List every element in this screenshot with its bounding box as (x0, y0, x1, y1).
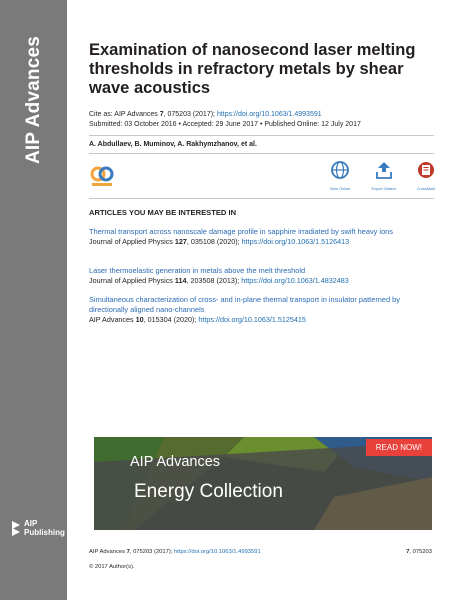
citation-line: Cite as: AIP Advances 7, 075203 (2017); https://doi.org/10.1063/1.4993591 (89, 111, 322, 118)
related-article-doi-link[interactable]: https://doi.org/10.1063/1.5125415 (198, 315, 306, 324)
journal-sidebar (0, 0, 67, 600)
related-article (89, 295, 434, 325)
read-now-button[interactable]: READ NOW! (366, 439, 432, 456)
related-article-title[interactable]: Laser thermoelastic generation in metals above the melt threshold (89, 266, 306, 275)
crossmark-label: CrossMark (416, 187, 436, 191)
copyright-notice: © 2017 Author(s). (89, 564, 135, 570)
article-title: Examination of nanosecond laser melting thresholds in refractory metals by shear wave acoustics (89, 41, 416, 97)
crossmark-badge-icon (89, 165, 115, 189)
article-authors[interactable]: A. Abdullaev, B. Muminov, A. Rakhymzhanov, et al. (89, 141, 257, 148)
divider (89, 135, 434, 136)
view-online-button[interactable] (325, 160, 355, 191)
publication-dates: Submitted: 03 October 2016 • Accepted: 29 June 2017 • Published Online: 12 July 2017 (89, 121, 361, 128)
crossmark-button[interactable] (411, 160, 441, 191)
export-icon (374, 160, 394, 180)
aip-publishing-logo[interactable] (10, 519, 65, 541)
crossmark-badge[interactable] (89, 165, 115, 189)
aip-logo-icon (10, 519, 22, 537)
globe-icon (330, 160, 350, 180)
related-article-citation: Journal of Applied Physics 127, 035108 (2020); https://doi.org/10.1063/1.5126413 (89, 237, 350, 246)
footer-citation: AIP Advances 7, 075203 (2017); https://doi.org/10.1063/1.4993591 (89, 549, 261, 555)
related-articles-heading: ARTICLES YOU MAY BE INTERESTED IN (89, 208, 237, 217)
banner-journal-name: AIP Advances (130, 454, 221, 470)
publisher-name: AIP Publishing (24, 519, 65, 537)
export-citation-label: Export Citation (371, 187, 397, 191)
related-article-title[interactable]: Simultaneous characterization of cross- and in-plane thermal transport in insulator patterned by directionally aligned nano-channels (89, 295, 400, 314)
view-online-label: View Online (329, 187, 351, 191)
footer-doi-link[interactable]: https://doi.org/10.1063/1.4993591 (174, 549, 261, 555)
journal-name-vertical: AIP Advances (23, 35, 44, 165)
article-doi-link[interactable]: https://doi.org/10.1063/1.4993591 (216, 111, 322, 118)
related-article-doi-link[interactable]: https://doi.org/10.1063/1.4832483 (241, 276, 349, 285)
divider (89, 153, 434, 154)
related-article-title[interactable]: Thermal transport across nanoscale damage profile in sapphire irradiated by swift heavy ions (89, 227, 393, 236)
crossmark-icon (416, 160, 436, 180)
energy-collection-banner[interactable] (94, 437, 432, 530)
footer-page-citation: 7, 075203 (406, 549, 432, 555)
related-article (89, 227, 434, 247)
related-article-doi-link[interactable]: https://doi.org/10.1063/1.5126413 (241, 237, 350, 246)
divider (89, 198, 434, 199)
related-article-citation: Journal of Applied Physics 114, 203508 (2013); https://doi.org/10.1063/1.4832483 (89, 276, 349, 285)
related-article-citation: AIP Advances 10, 015304 (2020); https://doi.org/10.1063/1.5125415 (89, 315, 306, 324)
export-citation-button[interactable] (369, 160, 399, 191)
banner-collection-name: Energy Collection (134, 481, 283, 502)
related-article (89, 266, 434, 286)
